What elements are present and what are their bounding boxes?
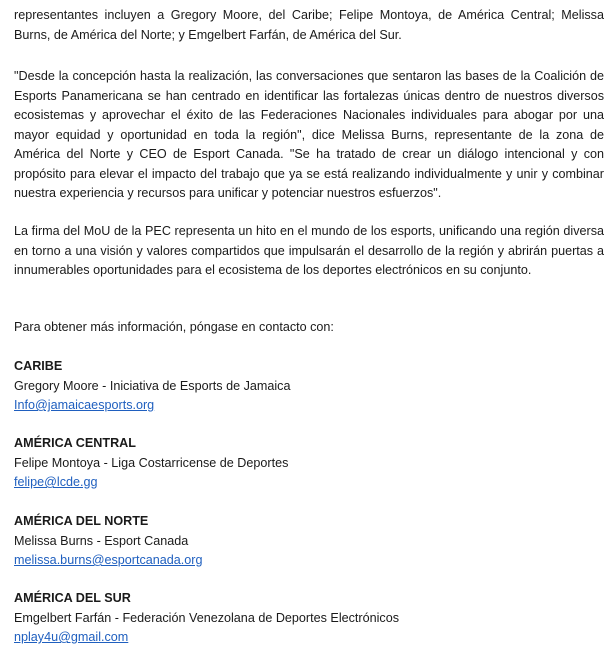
- contact-email-link[interactable]: felipe@lcde.gg: [14, 475, 98, 489]
- contact-block-america-del-sur: [14, 589, 399, 648]
- contact-region: AMÉRICA DEL NORTE: [14, 514, 149, 528]
- contact-block-america-del-norte: [14, 512, 203, 571]
- contact-email-link[interactable]: melissa.burns@esportcanada.org: [14, 553, 203, 567]
- contact-person: Emgelbert Farfán - Federación Venezolana de Deportes Electrónicos: [14, 610, 400, 625]
- paragraph-representatives: representantes incluyen a Gregory Moore, del Caribe; Felipe Montoya, de América Central; Melissa Burns, de América del Norte; y Emgelbert Farfán, de América del Sur.: [14, 8, 604, 42]
- contact-person: Gregory Moore - Iniciativa de Esports de Jamaica: [14, 378, 291, 393]
- contact-email-link[interactable]: nplay4u@gmail.com: [14, 630, 129, 644]
- contact-person: Melissa Burns - Esport Canada: [14, 533, 189, 548]
- contact-region: CARIBE: [14, 359, 63, 373]
- contact-block-caribe: [14, 357, 290, 416]
- contact-intro: Para obtener más información, póngase en contacto con:: [14, 320, 334, 334]
- contact-email-link[interactable]: Info@jamaicaesports.org: [14, 398, 155, 412]
- contact-person: Felipe Montoya - Liga Costarricense de Deportes: [14, 455, 289, 470]
- paragraph-mou-signing: La firma del MoU de la PEC representa un hito en el mundo de los esports, unificando una región diversa en torno a una visión y valores compartidos que impulsarán el desarrollo de la región y abrirán puertas a innumerables oportunidades para el ecosistema de los deportes electrónicos en su conjunto.: [14, 224, 604, 277]
- contact-block-america-central: [14, 434, 288, 493]
- contact-region: AMÉRICA DEL SUR: [14, 591, 131, 605]
- paragraph-quote-melissa-burns: "Desde la concepción hasta la realización, las conversaciones que sentaron las bases de la Coalición de Esports Panamericana se han centrado en identificar las fortalezas únicas dentro de nuestros diversos ecosistemas y aprovechar el éxito de las Federaciones Nacionales individuales para abogar por una mayor equidad y oportunidad en toda la región", dice Melissa Burns, representante de la zona de América del Norte y CEO de Esport Canada. "Se ha tratado de crear un diálogo intencional y con propósito para elevar el impacto del trabajo que ya se está realizando individualmente y unir y combinar nuestra experiencia y recursos para unificar y potenciar nuestros esfuerzos".: [14, 69, 604, 200]
- contact-region: AMÉRICA CENTRAL: [14, 436, 136, 450]
